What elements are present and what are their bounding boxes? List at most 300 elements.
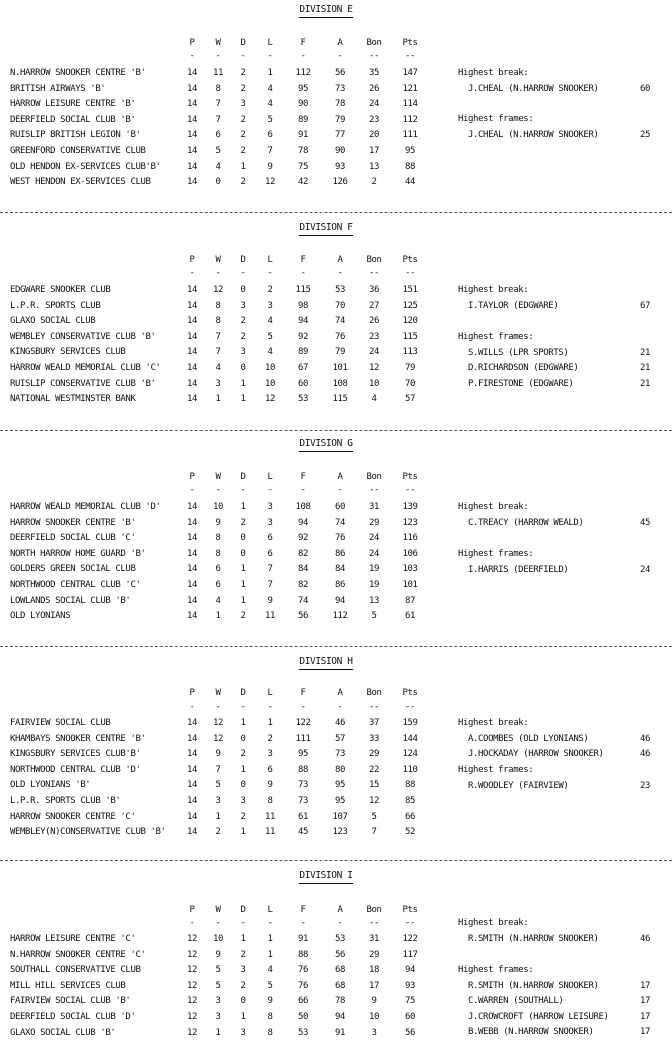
cell-team: DEERFIELD SOCIAL CLUB 'C' — [10, 533, 136, 543]
highest-frames-value: 25 — [639, 130, 650, 140]
cell-w: 4 — [215, 363, 221, 373]
cell-w: 6 — [215, 564, 221, 574]
underline-pts: -- — [404, 485, 416, 495]
cell-team: NORTHWOOD CENTRAL CLUB 'D' — [10, 765, 141, 775]
cell-w: 7 — [215, 332, 221, 342]
cell-w: 1 — [215, 394, 221, 404]
cell-team: N.HARROW SNOOKER CENTRE 'C' — [10, 950, 146, 960]
cell-pts: 121 — [402, 84, 418, 94]
cell-a: 74 — [334, 316, 346, 326]
cell-f: 76 — [297, 981, 309, 991]
cell-f: 42 — [297, 177, 309, 187]
cell-a: 57 — [334, 734, 346, 744]
cell-a: 73 — [334, 749, 346, 759]
cell-p: 14 — [186, 285, 198, 295]
cell-bon: 19 — [368, 564, 380, 574]
cell-a: 78 — [334, 996, 346, 1006]
underline-w: - — [215, 268, 221, 278]
cell-l: 9 — [267, 780, 273, 790]
cell-pts: 112 — [402, 115, 418, 125]
cell-team: KINGSBURY SERVICES CLUB'B' — [10, 749, 141, 759]
header-pts: Pts — [402, 38, 418, 48]
header-d: D — [240, 905, 246, 915]
cell-f: 108 — [295, 502, 311, 512]
cell-pts: 95 — [404, 146, 416, 156]
underline-l: - — [267, 485, 273, 495]
highest-frames-player: R.SMITH (N.HARROW SNOOKER) — [468, 981, 599, 991]
cell-bon: 4 — [371, 394, 377, 404]
cell-d: 2 — [240, 332, 246, 342]
cell-bon: 24 — [368, 533, 380, 543]
highest-break-value: 46 — [639, 749, 650, 759]
cell-pts: 88 — [404, 780, 416, 790]
cell-bon: 29 — [368, 518, 380, 528]
cell-pts: 85 — [404, 796, 416, 806]
highest-frames-label: Highest frames: — [458, 114, 534, 124]
underline-pts: -- — [404, 51, 416, 61]
cell-l: 3 — [267, 301, 273, 311]
cell-team: EDGWARE SNOOKER CLUB — [10, 285, 111, 295]
cell-l: 8 — [267, 796, 273, 806]
highest-break-player: A.COOMBES (OLD LYONIANS) — [468, 734, 589, 744]
cell-d: 3 — [240, 301, 246, 311]
cell-f: 122 — [295, 718, 311, 728]
cell-bon: 5 — [371, 812, 377, 822]
cell-f: 91 — [297, 130, 309, 140]
header-a: A — [337, 905, 343, 915]
cell-d: 2 — [240, 130, 246, 140]
cell-l: 6 — [267, 549, 273, 559]
cell-a: 80 — [334, 765, 346, 775]
cell-bon: 3 — [371, 1028, 377, 1038]
header-p: P — [189, 905, 195, 915]
cell-f: 53 — [297, 394, 309, 404]
cell-f: 78 — [297, 146, 309, 156]
cell-d: 2 — [240, 68, 246, 78]
cell-w: 1 — [215, 611, 221, 621]
highest-frames-player: C.WARREN (SOUTHALL) — [468, 996, 564, 1006]
cell-pts: 79 — [404, 363, 416, 373]
cell-bon: 12 — [368, 796, 380, 806]
header-f: F — [300, 472, 306, 482]
cell-a: 77 — [334, 130, 346, 140]
underline-w: - — [215, 485, 221, 495]
cell-a: 94 — [334, 596, 346, 606]
cell-p: 14 — [186, 177, 198, 187]
cell-pts: 113 — [402, 347, 418, 357]
highest-break-value: 60 — [639, 84, 650, 94]
cell-d: 0 — [240, 363, 246, 373]
cell-d: 2 — [240, 84, 246, 94]
cell-bon: 31 — [368, 934, 380, 944]
header-bon: Bon — [366, 38, 382, 48]
highest-frames-value: 21 — [639, 348, 650, 358]
cell-l: 2 — [267, 285, 273, 295]
cell-team: OLD HENDON EX-SERVICES CLUB'B' — [10, 162, 161, 172]
cell-bon: 29 — [368, 950, 380, 960]
cell-a: 84 — [334, 564, 346, 574]
header-pts: Pts — [402, 905, 418, 915]
cell-bon: 10 — [368, 379, 380, 389]
highest-frames-value: 21 — [639, 379, 650, 389]
cell-team: GREENFORD CONSERVATIVE CLUB — [10, 146, 146, 156]
cell-p: 14 — [186, 130, 198, 140]
cell-a: 123 — [332, 827, 348, 837]
cell-pts: 93 — [404, 981, 416, 991]
cell-bon: 2 — [371, 177, 377, 187]
cell-l: 6 — [267, 533, 273, 543]
cell-p: 14 — [186, 518, 198, 528]
cell-pts: 110 — [402, 765, 418, 775]
cell-pts: 44 — [404, 177, 416, 187]
cell-team: RUISLIP BRITISH LEGION 'B' — [10, 130, 141, 140]
cell-l: 6 — [267, 130, 273, 140]
cell-a: 70 — [334, 301, 346, 311]
cell-team: MILL HILL SERVICES CLUB — [10, 981, 126, 991]
cell-p: 12 — [186, 965, 198, 975]
cell-p: 14 — [186, 611, 198, 621]
underline-f: - — [300, 51, 306, 61]
cell-bon: 9 — [371, 996, 377, 1006]
cell-p: 14 — [186, 780, 198, 790]
section-separator — [0, 430, 672, 431]
cell-pts: 159 — [402, 718, 418, 728]
cell-d: 2 — [240, 611, 246, 621]
cell-d: 1 — [240, 379, 246, 389]
division-title — [0, 870, 652, 884]
cell-p: 14 — [186, 812, 198, 822]
header-f: F — [300, 255, 306, 265]
cell-l: 1 — [267, 934, 273, 944]
header-a: A — [337, 688, 343, 698]
cell-pts: 123 — [402, 518, 418, 528]
cell-d: 1 — [240, 162, 246, 172]
cell-d: 3 — [240, 965, 246, 975]
cell-l: 1 — [267, 718, 273, 728]
cell-l: 7 — [267, 580, 273, 590]
cell-a: 107 — [332, 812, 348, 822]
underline-d: - — [240, 268, 246, 278]
header-d: D — [240, 472, 246, 482]
cell-a: 46 — [334, 718, 346, 728]
cell-d: 1 — [240, 596, 246, 606]
cell-bon: 36 — [368, 285, 380, 295]
cell-team: KHAMBAYS SNOOKER CENTRE 'B' — [10, 734, 146, 744]
underline-f: - — [300, 268, 306, 278]
highest-frames-label: Highest frames: — [458, 332, 534, 342]
cell-w: 5 — [215, 146, 221, 156]
cell-pts: 56 — [404, 1028, 416, 1038]
division-title — [0, 4, 652, 18]
cell-pts: 115 — [402, 332, 418, 342]
cell-bon: 20 — [368, 130, 380, 140]
cell-team: OLD LYONIANS — [10, 611, 71, 621]
cell-pts: 151 — [402, 285, 418, 295]
cell-w: 3 — [215, 796, 221, 806]
cell-w: 6 — [215, 130, 221, 140]
cell-d: 0 — [240, 734, 246, 744]
underline-bon: -- — [368, 51, 380, 61]
cell-l: 8 — [267, 1028, 273, 1038]
cell-pts: 75 — [404, 996, 416, 1006]
underline-bon: -- — [368, 268, 380, 278]
cell-w: 12 — [212, 718, 224, 728]
underline-d: - — [240, 702, 246, 712]
cell-p: 14 — [186, 99, 198, 109]
cell-p: 12 — [186, 996, 198, 1006]
header-p: P — [189, 255, 195, 265]
cell-l: 1 — [267, 950, 273, 960]
cell-l: 11 — [264, 827, 276, 837]
cell-f: 66 — [297, 996, 309, 1006]
cell-a: 74 — [334, 518, 346, 528]
cell-a: 115 — [332, 394, 348, 404]
header-l: L — [267, 255, 273, 265]
cell-f: 60 — [297, 379, 309, 389]
cell-w: 10 — [212, 502, 224, 512]
cell-p: 14 — [186, 502, 198, 512]
highest-frames-player: J.CHEAL (N.HARROW SNOOKER) — [468, 130, 599, 140]
cell-f: 53 — [297, 1028, 309, 1038]
cell-bon: 22 — [368, 765, 380, 775]
cell-pts: 106 — [402, 549, 418, 559]
cell-p: 14 — [186, 827, 198, 837]
cell-w: 5 — [215, 780, 221, 790]
cell-w: 3 — [215, 379, 221, 389]
cell-bon: 23 — [368, 115, 380, 125]
cell-a: 53 — [334, 934, 346, 944]
cell-f: 111 — [295, 734, 311, 744]
cell-team: L.P.R. SPORTS CLUB — [10, 301, 101, 311]
cell-l: 7 — [267, 146, 273, 156]
cell-bon: 5 — [371, 611, 377, 621]
cell-bon: 18 — [368, 965, 380, 975]
cell-p: 14 — [186, 596, 198, 606]
cell-f: 95 — [297, 84, 309, 94]
cell-a: 73 — [334, 84, 346, 94]
highest-break-value: 46 — [639, 734, 650, 744]
header-w: W — [215, 688, 221, 698]
highest-frames-value: 17 — [639, 981, 650, 991]
cell-team: NORTHWOOD CENTRAL CLUB 'C' — [10, 580, 141, 590]
cell-l: 11 — [264, 611, 276, 621]
cell-a: 68 — [334, 965, 346, 975]
cell-d: 1 — [240, 934, 246, 944]
cell-pts: 122 — [402, 934, 418, 944]
highest-frames-label: Highest frames: — [458, 549, 534, 559]
cell-f: 98 — [297, 301, 309, 311]
cell-bon: 10 — [368, 1012, 380, 1022]
highest-break-player: J.HOCKADAY (HARROW SNOOKER) — [468, 749, 604, 759]
cell-f: 88 — [297, 950, 309, 960]
header-bon: Bon — [366, 255, 382, 265]
cell-p: 14 — [186, 394, 198, 404]
cell-team: L.P.R. SPORTS CLUB 'B' — [10, 796, 121, 806]
cell-bon: 12 — [368, 363, 380, 373]
cell-w: 9 — [215, 749, 221, 759]
header-f: F — [300, 38, 306, 48]
cell-bon: 17 — [368, 146, 380, 156]
cell-f: 61 — [297, 812, 309, 822]
cell-a: 76 — [334, 332, 346, 342]
cell-team: HARROW LEISURE CENTRE 'C' — [10, 934, 136, 944]
cell-l: 5 — [267, 115, 273, 125]
cell-w: 4 — [215, 162, 221, 172]
cell-bon: 23 — [368, 332, 380, 342]
underline-f: - — [300, 485, 306, 495]
cell-pts: 116 — [402, 533, 418, 543]
cell-p: 14 — [186, 549, 198, 559]
cell-team: HARROW LEISURE CENTRE 'B' — [10, 99, 136, 109]
cell-w: 5 — [215, 965, 221, 975]
cell-w: 2 — [215, 827, 221, 837]
cell-w: 0 — [215, 177, 221, 187]
cell-w: 7 — [215, 765, 221, 775]
cell-p: 12 — [186, 950, 198, 960]
cell-l: 3 — [267, 749, 273, 759]
cell-d: 0 — [240, 549, 246, 559]
underline-l: - — [267, 51, 273, 61]
cell-pts: 60 — [404, 1012, 416, 1022]
division-title — [0, 222, 652, 236]
cell-p: 14 — [186, 347, 198, 357]
cell-d: 2 — [240, 177, 246, 187]
cell-team: NATIONAL WESTMINSTER BANK — [10, 394, 136, 404]
cell-a: 60 — [334, 502, 346, 512]
cell-f: 45 — [297, 827, 309, 837]
cell-w: 7 — [215, 99, 221, 109]
division-title-text: DIVISION F — [299, 222, 352, 236]
underline-d: - — [240, 918, 246, 928]
cell-l: 12 — [264, 177, 276, 187]
cell-team: DEERFIELD SOCIAL CLUB 'B' — [10, 115, 136, 125]
cell-bon: 35 — [368, 68, 380, 78]
header-pts: Pts — [402, 255, 418, 265]
cell-l: 1 — [267, 68, 273, 78]
header-w: W — [215, 255, 221, 265]
division-title-text: DIVISION I — [299, 870, 352, 884]
underline-pts: -- — [404, 702, 416, 712]
cell-team: WEMBLEY(N)CONSERVATIVE CLUB 'B' — [10, 827, 166, 837]
cell-f: 76 — [297, 965, 309, 975]
cell-pts: 52 — [404, 827, 416, 837]
cell-team: WEST HENDON EX-SERVICES CLUB — [10, 177, 151, 187]
cell-bon: 13 — [368, 596, 380, 606]
cell-a: 86 — [334, 580, 346, 590]
highest-frames-value: 23 — [639, 781, 650, 791]
underline-l: - — [267, 268, 273, 278]
cell-w: 8 — [215, 84, 221, 94]
highest-break-label: Highest break: — [458, 502, 529, 512]
highest-break-player: J.CHEAL (N.HARROW SNOOKER) — [468, 84, 599, 94]
cell-w: 7 — [215, 115, 221, 125]
cell-a: 68 — [334, 981, 346, 991]
cell-a: 79 — [334, 115, 346, 125]
cell-d: 1 — [240, 718, 246, 728]
cell-d: 2 — [240, 950, 246, 960]
cell-bon: 26 — [368, 316, 380, 326]
cell-f: 92 — [297, 332, 309, 342]
highest-break-label: Highest break: — [458, 918, 529, 928]
cell-bon: 19 — [368, 580, 380, 590]
division-title-text: DIVISION G — [299, 438, 352, 452]
cell-a: 112 — [332, 611, 348, 621]
cell-a: 94 — [334, 1012, 346, 1022]
cell-a: 76 — [334, 533, 346, 543]
cell-d: 0 — [240, 533, 246, 543]
cell-p: 14 — [186, 115, 198, 125]
highest-break-player: I.TAYLOR (EDGWARE) — [468, 301, 559, 311]
cell-w: 12 — [212, 285, 224, 295]
cell-d: 0 — [240, 285, 246, 295]
highest-frames-value: 21 — [639, 363, 650, 373]
highest-frames-player: J.CROWCROFT (HARROW LEISURE) — [468, 1012, 609, 1022]
cell-f: 94 — [297, 518, 309, 528]
cell-bon: 17 — [368, 981, 380, 991]
section-separator — [0, 212, 672, 213]
cell-pts: 88 — [404, 162, 416, 172]
cell-bon: 29 — [368, 749, 380, 759]
cell-w: 8 — [215, 316, 221, 326]
cell-w: 10 — [212, 934, 224, 944]
cell-team: FAIRVIEW SOCIAL CLUB 'B' — [10, 996, 131, 1006]
cell-d: 2 — [240, 749, 246, 759]
cell-f: 89 — [297, 115, 309, 125]
underline-w: - — [215, 51, 221, 61]
cell-p: 14 — [186, 734, 198, 744]
division-title-text: DIVISION H — [299, 656, 352, 670]
highest-break-player: R.SMITH (N.HARROW SNOOKER) — [468, 934, 599, 944]
cell-l: 4 — [267, 347, 273, 357]
cell-l: 9 — [267, 996, 273, 1006]
division-title — [0, 656, 652, 670]
cell-f: 88 — [297, 765, 309, 775]
cell-team: KINGSBURY SERVICES CLUB — [10, 347, 126, 357]
cell-f: 75 — [297, 162, 309, 172]
highest-break-player: C.TREACY (HARROW WEALD) — [468, 518, 584, 528]
cell-w: 6 — [215, 580, 221, 590]
cell-team: GOLDERS GREEN SOCIAL CLUB — [10, 564, 136, 574]
cell-f: 89 — [297, 347, 309, 357]
highest-frames-player: I.HARRIS (DEERFIELD) — [468, 565, 569, 575]
section-separator — [0, 860, 672, 861]
cell-l: 2 — [267, 734, 273, 744]
cell-d: 3 — [240, 99, 246, 109]
cell-l: 3 — [267, 518, 273, 528]
cell-f: 67 — [297, 363, 309, 373]
cell-p: 14 — [186, 765, 198, 775]
cell-d: 0 — [240, 780, 246, 790]
cell-l: 8 — [267, 1012, 273, 1022]
header-a: A — [337, 472, 343, 482]
highest-frames-player: S.WILLS (LPR SPORTS) — [468, 348, 569, 358]
cell-a: 95 — [334, 796, 346, 806]
cell-team: HARROW WEALD MEMORIAL CLUB 'C' — [10, 363, 161, 373]
cell-w: 11 — [212, 68, 224, 78]
cell-p: 14 — [186, 379, 198, 389]
cell-d: 1 — [240, 502, 246, 512]
cell-team: DEERFIELD SOCIAL CLUB 'D' — [10, 1012, 136, 1022]
cell-a: 53 — [334, 285, 346, 295]
cell-bon: 27 — [368, 301, 380, 311]
underline-f: - — [300, 918, 306, 928]
underline-l: - — [267, 918, 273, 928]
highest-break-label: Highest break: — [458, 68, 529, 78]
highest-break-label: Highest break: — [458, 718, 529, 728]
cell-f: 92 — [297, 533, 309, 543]
header-bon: Bon — [366, 688, 382, 698]
cell-f: 94 — [297, 316, 309, 326]
